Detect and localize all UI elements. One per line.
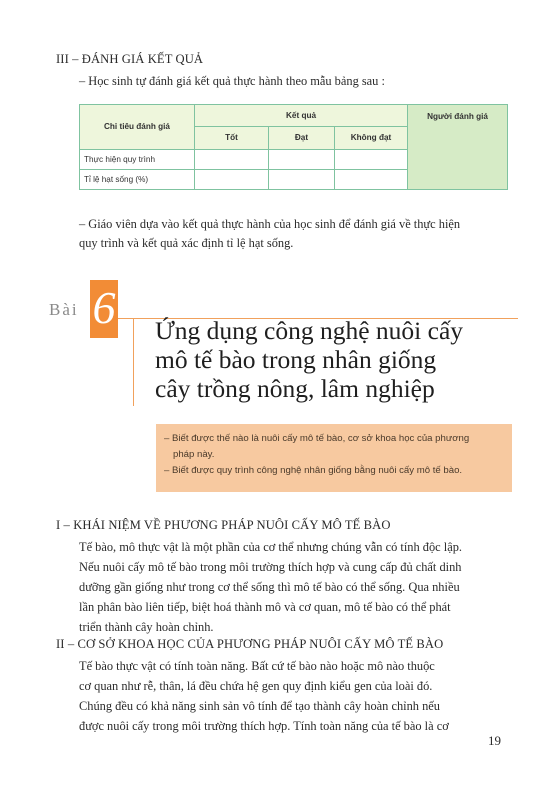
teacher-note-line-1: – Giáo viên dựa vào kết quả thực hành của học sinh để đánh giá về thực hiện <box>79 217 461 231</box>
section-2-body <box>79 656 507 736</box>
objectives-box <box>156 424 512 492</box>
body-line: triển thành cây hoàn chỉnh. <box>79 620 214 634</box>
section-1-body <box>79 537 507 637</box>
row-label: Thực hiện quy trình <box>80 149 195 169</box>
header-pass: Đạt <box>269 127 335 149</box>
row-label: Tỉ lệ hạt sống (%) <box>80 169 195 189</box>
body-line: Nếu nuôi cấy mô tế bào trong môi trường thích hợp và cung cấp đủ chất dinh <box>79 560 462 574</box>
header-criteria: Chỉ tiêu đánh giá <box>80 105 195 150</box>
body-line: lần phân bào liên tiếp, biệt hoá thành mô và cơ quan, mô tế bào có thể phát <box>79 600 451 614</box>
body-line: được nuôi cấy trong môi trường thích hợp. Tính toàn năng của tế bào là cơ <box>79 719 449 733</box>
objective-line-2: pháp này. <box>173 449 215 460</box>
cell-empty <box>335 149 408 169</box>
section-1-heading: I – KHÁI NIỆM VỀ PHƯƠNG PHÁP NUÔI CẤY MÔ TẾ BÀO <box>56 518 391 532</box>
lesson-title <box>155 316 463 403</box>
page-number: 19 <box>488 733 501 748</box>
evaluation-table <box>79 104 508 190</box>
header-rule-vertical <box>133 318 134 406</box>
cell-empty <box>269 149 335 169</box>
cell-empty <box>335 169 408 189</box>
objective-line-3: – Biết được quy trình công nghệ nhân giống bằng nuôi cấy mô tế bào. <box>164 465 463 476</box>
body-line: Tế bào thực vật có tính toàn năng. Bất cứ tế bào nào hoặc mô nào thuộc <box>79 659 435 673</box>
section-2-heading: II – CƠ SỞ KHOA HỌC CỦA PHƯƠNG PHÁP NUÔI CẤY MÔ TẾ BÀO <box>56 637 444 651</box>
header-assessor: Người đánh giá <box>408 105 508 190</box>
lesson-title-line-2: mô tế bào trong nhân giống <box>155 345 437 374</box>
section-3-intro: – Học sinh tự đánh giá kết quả thực hành theo mẫu bảng sau : <box>79 74 385 88</box>
teacher-note-line-2: quy trình và kết quả xác định tỉ lệ hạt sống. <box>79 236 294 250</box>
cell-empty <box>269 169 335 189</box>
lesson-label: Bài <box>49 300 79 319</box>
header-fail: Không đạt <box>335 127 408 149</box>
cell-empty <box>195 149 269 169</box>
cell-empty <box>195 169 269 189</box>
lesson-title-line-1: Ứng dụng công nghệ nuôi cấy <box>155 316 464 345</box>
body-line: dưỡng gần giống như trong cơ thể sống thì mô tế bào có thể sống. Qua nhiều <box>79 580 460 594</box>
header-result: Kết quả <box>195 105 408 127</box>
body-line: Chúng đều có khả năng sinh sản vô tính để tạo thành cây hoàn chỉnh nếu <box>79 699 440 713</box>
header-good: Tốt <box>195 127 269 149</box>
objective-line-1: – Biết được thế nào là nuôi cấy mô tế bào, cơ sở khoa học của phương <box>164 433 470 444</box>
lesson-number: 6 <box>92 282 116 333</box>
lesson-title-line-3: cây trồng nông, lâm nghiệp <box>155 374 435 403</box>
section-3-heading: III – ĐÁNH GIÁ KẾT QUẢ <box>56 52 204 66</box>
body-line: Tế bào, mô thực vật là một phần của cơ thể nhưng chúng vẫn có tính độc lập. <box>79 540 462 554</box>
body-line: cơ quan như rễ, thân, lá đều chứa hệ gen quy định kiểu gen của loài đó. <box>79 679 433 693</box>
